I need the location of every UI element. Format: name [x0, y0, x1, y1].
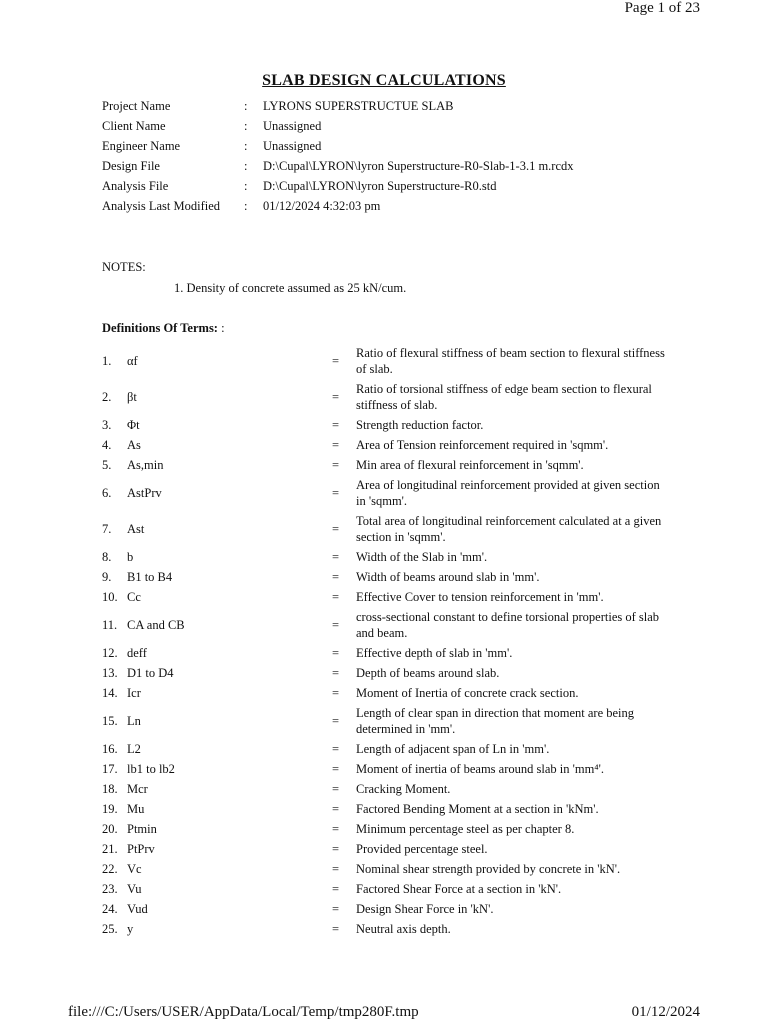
definition-term: As,min — [127, 457, 164, 472]
definition-term: D1 to D4 — [127, 665, 174, 680]
definition-number: 24. — [102, 901, 118, 916]
definition-term: lb1 to lb2 — [127, 761, 175, 776]
definition-number: 5. — [102, 457, 112, 472]
notes-header: NOTES: — [102, 260, 146, 274]
definition-row — [102, 415, 672, 435]
definition-equals: = — [332, 353, 340, 368]
definition-row — [102, 919, 672, 939]
definition-term: Ln — [127, 713, 141, 728]
definition-row — [102, 683, 672, 703]
definition-number: 4. — [102, 437, 112, 452]
definition-equals: = — [332, 921, 340, 936]
definitions-header — [102, 321, 225, 336]
definition-term: Mcr — [127, 781, 148, 796]
definition-equals: = — [332, 801, 340, 816]
definition-number: 7. — [102, 521, 112, 536]
definition-row — [102, 899, 672, 919]
definition-term: PtPrv — [127, 841, 155, 856]
info-value: D:\Cupal\LYRON\lyron Superstructure-R0-Slab-1-3.1 m.rcdx — [263, 159, 574, 173]
info-value: Unassigned — [263, 139, 322, 153]
definition-number: 9. — [102, 569, 112, 584]
definition-row — [102, 567, 672, 587]
definition-description: Strength reduction factor. — [356, 418, 484, 432]
definition-description: Provided percentage steel. — [356, 842, 488, 856]
definition-equals: = — [332, 781, 340, 796]
definition-number: 11. — [102, 617, 118, 632]
definition-equals: = — [332, 437, 340, 452]
definition-equals: = — [332, 861, 340, 876]
definition-row — [102, 859, 672, 879]
definition-row — [102, 703, 672, 739]
definition-equals: = — [332, 741, 340, 756]
definition-number: 2. — [102, 389, 112, 404]
definition-row — [102, 879, 672, 899]
definition-number: 3. — [102, 417, 112, 432]
definition-term: y — [127, 921, 134, 936]
footer-date: 01/12/2024 — [631, 1004, 700, 1020]
definition-row — [102, 379, 672, 415]
definition-equals: = — [332, 685, 340, 700]
definitions-header-suffix: : — [217, 321, 225, 335]
info-label: Client Name — [102, 119, 166, 133]
definition-row — [102, 587, 672, 607]
definition-number: 17. — [102, 761, 118, 776]
page-number: Page 1 of 23 — [624, 0, 700, 16]
definition-row — [102, 547, 672, 567]
definition-row — [102, 799, 672, 819]
definition-number: 22. — [102, 861, 118, 876]
definition-term: Icr — [127, 685, 141, 700]
info-label: Design File — [102, 159, 160, 173]
definition-number: 1. — [102, 353, 112, 368]
definition-number: 6. — [102, 485, 112, 500]
definition-description: Neutral axis depth. — [356, 922, 451, 936]
definition-number: 10. — [102, 589, 118, 604]
info-value: LYRONS SUPERSTRUCTUE SLAB — [263, 99, 454, 113]
definition-term: Vud — [127, 901, 148, 916]
definition-description: Minimum percentage steel as per chapter 8. — [356, 822, 575, 836]
definition-description: Width of beams around slab in 'mm'. — [356, 570, 540, 584]
definition-term: CA and CB — [127, 617, 185, 632]
definition-term: As — [127, 437, 141, 452]
definition-description: Moment of inertia of beams around slab in 'mm⁴'. — [356, 762, 605, 776]
info-value: D:\Cupal\LYRON\lyron Superstructure-R0.std — [263, 179, 497, 193]
definition-row — [102, 643, 672, 663]
definition-description: Ratio of flexural stiffness of beam section to flexural stiffness of slab. — [356, 346, 665, 376]
definition-number: 8. — [102, 549, 112, 564]
definition-equals: = — [332, 589, 340, 604]
definition-equals: = — [332, 485, 340, 500]
definition-number: 15. — [102, 713, 118, 728]
definition-description: Nominal shear strength provided by concrete in 'kN'. — [356, 862, 621, 876]
definition-description: Factored Shear Force at a section in 'kN'. — [356, 882, 562, 896]
definition-equals: = — [332, 821, 340, 836]
info-separator: : — [244, 119, 248, 133]
definition-equals: = — [332, 645, 340, 660]
definition-equals: = — [332, 457, 340, 472]
definition-term: βt — [127, 389, 137, 404]
definition-description: Effective Cover to tension reinforcement in 'mm'. — [356, 590, 604, 604]
info-value: Unassigned — [263, 119, 322, 133]
definition-number: 16. — [102, 741, 118, 756]
definition-description: Design Shear Force in 'kN'. — [356, 902, 494, 916]
definition-description: Length of adjacent span of Ln in 'mm'. — [356, 742, 550, 756]
definition-row — [102, 343, 672, 379]
definition-equals: = — [332, 713, 340, 728]
definition-equals: = — [332, 389, 340, 404]
definition-description: Effective depth of slab in 'mm'. — [356, 646, 513, 660]
definition-number: 14. — [102, 685, 118, 700]
definition-term: Ast — [127, 521, 145, 536]
definition-term: αf — [127, 353, 138, 368]
definition-equals: = — [332, 841, 340, 856]
definition-row — [102, 663, 672, 683]
definition-term: Cc — [127, 589, 141, 604]
definition-row — [102, 435, 672, 455]
definition-description: Min area of flexural reinforcement in 'sqmm'. — [356, 458, 584, 472]
info-label: Analysis Last Modified — [102, 199, 221, 213]
definition-description: Ratio of torsional stiffness of edge beam section to flexural stiffness of slab. — [356, 382, 652, 412]
definition-row — [102, 739, 672, 759]
definition-equals: = — [332, 569, 340, 584]
footer-file-path: file:///C:/Users/USER/AppData/Local/Temp/tmp280F.tmp — [68, 1004, 419, 1020]
definitions-list — [102, 343, 672, 939]
definition-equals: = — [332, 761, 340, 776]
definition-term: Mu — [127, 801, 145, 816]
definition-description: cross-sectional constant to define torsional properties of slab and beam. — [356, 610, 660, 640]
info-separator: : — [244, 199, 248, 213]
definition-equals: = — [332, 521, 340, 536]
definition-number: 13. — [102, 665, 118, 680]
definition-number: 23. — [102, 881, 118, 896]
definition-description: Cracking Moment. — [356, 782, 451, 796]
definition-number: 12. — [102, 645, 118, 660]
note-item: 1. Density of concrete assumed as 25 kN/cum. — [174, 281, 407, 295]
definition-description: Length of clear span in direction that moment are being determined in 'mm'. — [356, 706, 635, 736]
definitions-header-label: Definitions Of Terms: — [102, 321, 218, 335]
definition-term: Ptmin — [127, 821, 157, 836]
definition-row — [102, 607, 672, 643]
definition-number: 19. — [102, 801, 118, 816]
definition-row — [102, 455, 672, 475]
definition-row — [102, 819, 672, 839]
definition-equals: = — [332, 617, 340, 632]
definition-term: Φt — [127, 417, 140, 432]
definition-term: AstPrv — [127, 485, 162, 500]
definition-term: Vc — [127, 861, 142, 876]
definition-description: Area of Tension reinforcement required in 'sqmm'. — [356, 438, 609, 452]
info-label: Engineer Name — [102, 139, 181, 153]
definition-term: deff — [127, 645, 147, 660]
definition-row — [102, 759, 672, 779]
info-label: Project Name — [102, 99, 171, 113]
definition-number: 25. — [102, 921, 118, 936]
definition-row — [102, 475, 672, 511]
definition-description: Factored Bending Moment at a section in 'kNm'. — [356, 802, 599, 816]
definition-description: Total area of longitudinal reinforcement calculated at a given section in 'sqmm'. — [356, 514, 662, 544]
definition-description: Depth of beams around slab. — [356, 666, 500, 680]
definition-term: L2 — [127, 741, 141, 756]
info-value: 01/12/2024 4:32:03 pm — [263, 199, 381, 213]
info-label: Analysis File — [102, 179, 169, 193]
definition-number: 20. — [102, 821, 118, 836]
definition-number: 21. — [102, 841, 118, 856]
definition-term: B1 to B4 — [127, 569, 173, 584]
info-separator: : — [244, 99, 248, 113]
definition-equals: = — [332, 417, 340, 432]
definition-description: Moment of Inertia of concrete crack section. — [356, 686, 579, 700]
definition-equals: = — [332, 901, 340, 916]
page-title: SLAB DESIGN CALCULATIONS — [262, 72, 506, 89]
definition-row — [102, 779, 672, 799]
definition-row — [102, 839, 672, 859]
info-separator: : — [244, 139, 248, 153]
definition-equals: = — [332, 665, 340, 680]
definition-row — [102, 511, 672, 547]
info-separator: : — [244, 179, 248, 193]
definition-term: b — [127, 549, 134, 564]
definition-number: 18. — [102, 781, 118, 796]
info-separator: : — [244, 159, 248, 173]
definition-description: Area of longitudinal reinforcement provided at given section in 'sqmm'. — [356, 478, 660, 508]
definition-description: Width of the Slab in 'mm'. — [356, 550, 488, 564]
definition-equals: = — [332, 549, 340, 564]
definition-term: Vu — [127, 881, 142, 896]
definition-equals: = — [332, 881, 340, 896]
